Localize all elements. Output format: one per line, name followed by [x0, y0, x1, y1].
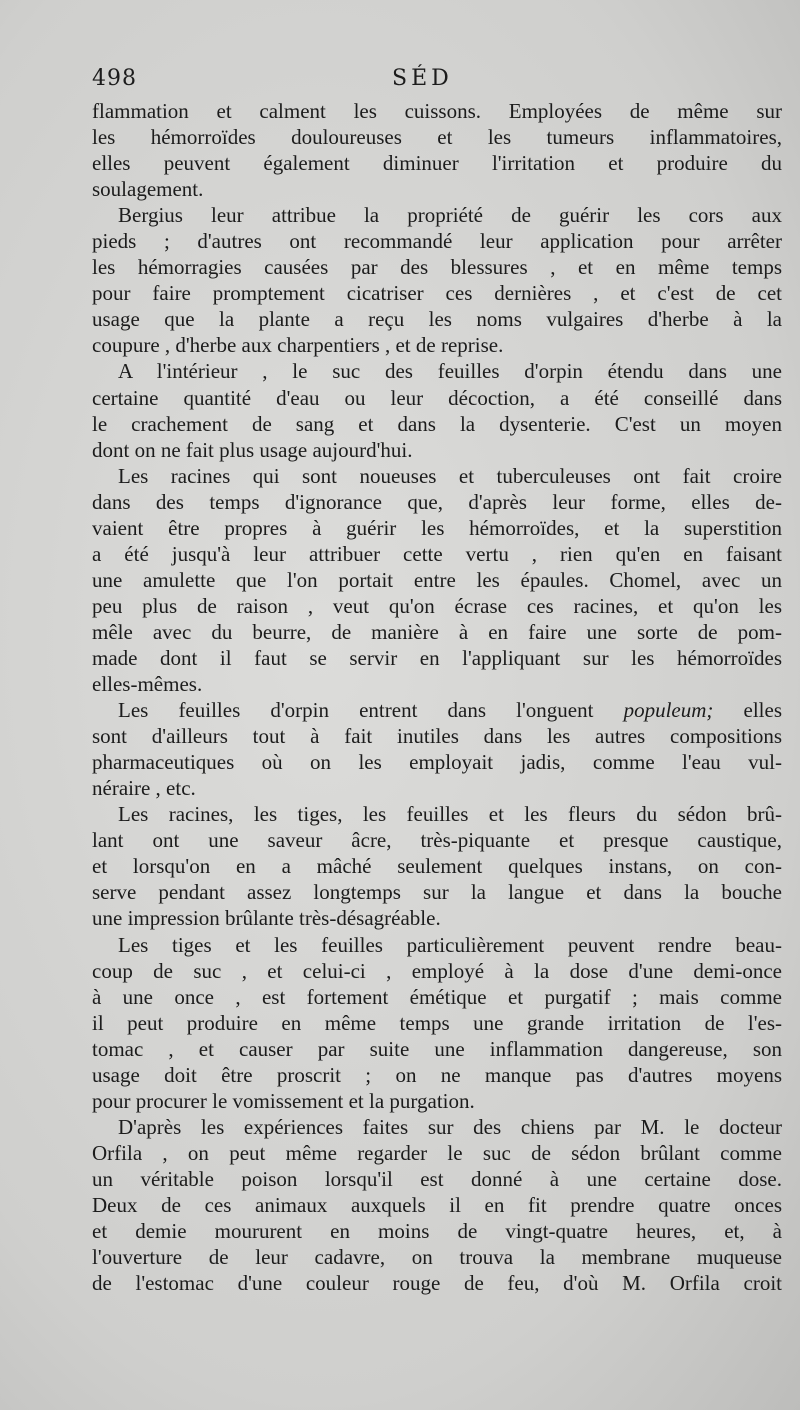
text-line: serve pendant assez longtemps sur la langue et dans la bouche [92, 880, 782, 905]
body-text [92, 98, 782, 1296]
text-line: usage que la plante a reçu les noms vulgaires d'herbe à la [92, 307, 782, 332]
text-line: D'après les expériences faites sur des chiens par M. le docteur [118, 1114, 782, 1139]
text-line: dont on ne fait plus usage aujourd'hui. [92, 437, 413, 462]
text-line: il peut produire en même temps une grande irritation de l'es- [92, 1010, 782, 1035]
text-line: pour procurer le vomissement et la purgation. [92, 1088, 475, 1113]
text-line: de l'estomac d'une couleur rouge de feu, d'où M. Orfila croit [92, 1271, 782, 1296]
text-line: dans des temps d'ignorance que, d'après leur forme, elles de- [92, 489, 782, 514]
latin-term: populeum; [623, 698, 714, 723]
text-line: elles peuvent également diminuer l'irritation et produire du [92, 151, 782, 176]
text-line: une amulette que l'on portait entre les épaules. Chomel, avec un [92, 567, 782, 592]
text-line: les hémorragies causées par des blessures , et en même temps [92, 255, 782, 280]
text-line: mêle avec du beurre, de manière à en faire une sorte de pom- [92, 619, 782, 644]
page-number: 498 [92, 66, 137, 91]
running-head: SÉD [392, 66, 453, 91]
text-line: les hémorroïdes douloureuses et les tumeurs inflammatoires, [92, 125, 782, 150]
text-line [92, 697, 782, 723]
text-line: soulagement. [92, 177, 204, 202]
text-line: certaine quantité d'eau ou leur décoction, a été conseillé dans [92, 385, 782, 410]
text-line: made dont il faut se servir en l'appliquant sur les hémorroïdes [92, 645, 782, 670]
text-line: et demie moururent en moins de vingt-quatre heures, et, à [92, 1219, 782, 1244]
text-line: coup de suc , et celui-ci , employé à la dose d'une demi-once [92, 958, 782, 983]
text-line: Bergius leur attribue la propriété de guérir les cors aux [118, 203, 782, 228]
text-line: a été jusqu'à leur attribuer cette vertu , rien qu'en en faisant [92, 541, 782, 566]
text-line: elles-mêmes. [92, 672, 203, 697]
page-header [92, 66, 782, 96]
text-line: le crachement de sang et dans la dysenterie. C'est un moyen [92, 411, 782, 436]
text-line: A l'intérieur , le suc des feuilles d'orpin étendu dans une [118, 359, 782, 384]
text-line: tomac , et causer par suite une inflammation dangereuse, son [92, 1036, 782, 1061]
text-line: Deux de ces animaux auxquels il en fit prendre quatre onces [92, 1192, 782, 1217]
text-line: flammation et calment les cuissons. Employées de même sur [92, 99, 782, 123]
text-line: une impression brûlante très-désagréable. [92, 906, 441, 931]
text-line: pieds ; d'autres ont recommandé leur application pour arrêter [92, 229, 782, 254]
text-line: usage doit être proscrit ; on ne manque pas d'autres moyens [92, 1062, 782, 1087]
text-line: et lorsqu'on en a mâché seulement quelques instans, on con- [92, 854, 782, 879]
text-line: coupure , d'herbe aux charpentiers , et de reprise. [92, 333, 504, 358]
text-line: Les tiges et les feuilles particulièrement peuvent rendre beau- [118, 932, 782, 957]
text-line: lant ont une saveur âcre, très-piquante et presque caustique, [92, 828, 782, 853]
text-segment: elles [713, 698, 782, 723]
text-line: Orfila , on peut même regarder le suc de sédon brûlant comme [92, 1140, 782, 1165]
text-line: Les racines qui sont noueuses et tuberculeuses ont fait croire [118, 463, 782, 488]
text-line: l'ouverture de leur cadavre, on trouva la membrane muqueuse [92, 1245, 782, 1270]
text-line: néraire , etc. [92, 776, 196, 801]
text-segment: Les feuilles d'orpin entrent dans l'onguent [118, 698, 624, 723]
text-line: pharmaceutiques où on les employait jadis, comme l'eau vul- [92, 750, 782, 775]
text-line: pour faire promptement cicatriser ces dernières , et c'est de cet [92, 281, 782, 306]
text-line: sont d'ailleurs tout à fait inutiles dans les autres compositions [92, 724, 782, 749]
text-line: vaient être propres à guérir les hémorroïdes, et la superstition [92, 515, 782, 540]
text-line: Les racines, les tiges, les feuilles et les fleurs du sédon brû- [118, 802, 782, 827]
text-line: à une once , est fortement émétique et purgatif ; mais comme [92, 984, 782, 1009]
text-line: peu plus de raison , veut qu'on écrase ces racines, et qu'on les [92, 593, 782, 618]
text-line: un véritable poison lorsqu'il est donné à une certaine dose. [92, 1166, 782, 1191]
